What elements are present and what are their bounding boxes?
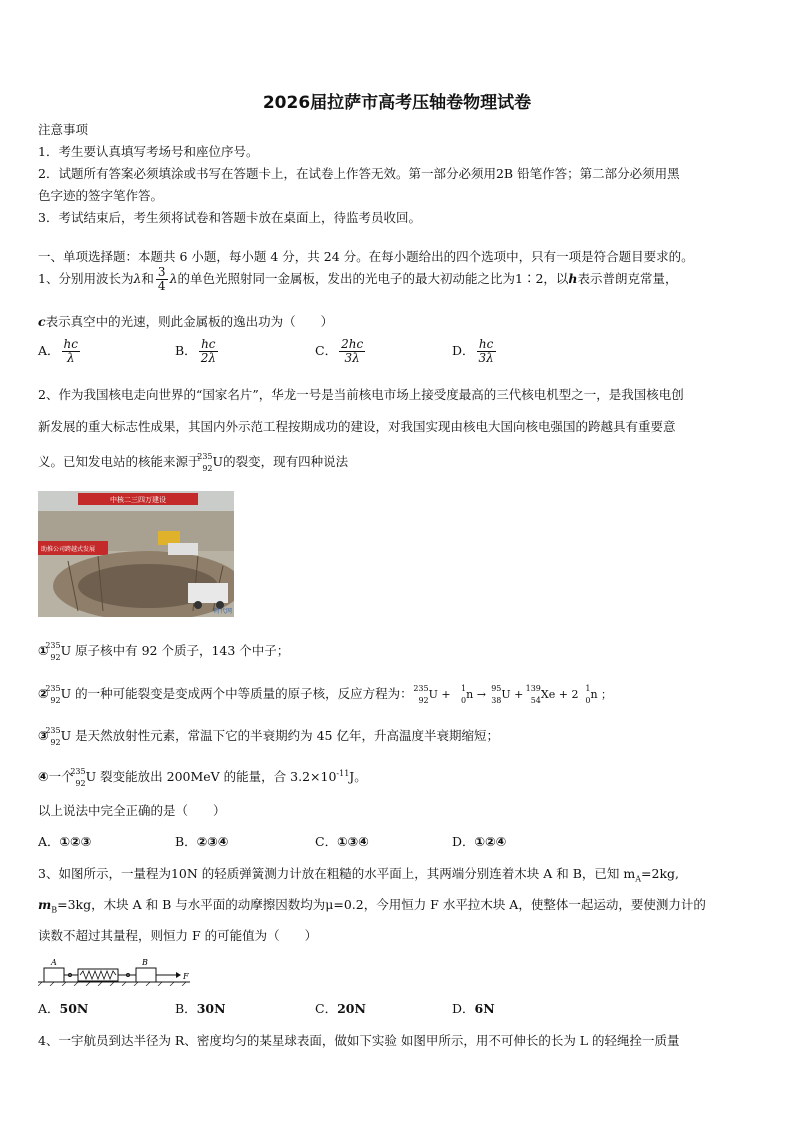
q2-ask: 以上说法中完全正确的是（ ） bbox=[38, 803, 226, 818]
q4-line1: 4、一宇航员到达半径为 R、密度均匀的某星球表面，做如下实验 如图甲所示，用不可伸长的长为 L 的轻绳拴一质量 bbox=[38, 1033, 680, 1048]
spring-scale-figure bbox=[38, 956, 198, 986]
option-label: D． bbox=[452, 343, 475, 358]
section-heading: 一、单项选择题：本题共 6 小题，每小题 4 分，共 24 分。在每小题给出的四个选项中，只有一项是符合题目要求的。 bbox=[38, 249, 694, 264]
q2-option-d[interactable]: D．①②④ bbox=[452, 834, 507, 849]
q3-line3: 读数不超过其量程，则恒力 F 的可能值为（ ） bbox=[38, 928, 318, 943]
q2-line3-a: 义。已知发电站的核能来源于 bbox=[38, 454, 201, 469]
q3-option-d[interactable]: D．6N bbox=[452, 1001, 495, 1016]
statement-mark: ① bbox=[38, 643, 49, 658]
q1-line2 bbox=[38, 312, 333, 330]
q2-line2: 新发展的重大标志性成果，其国内外示范工程按期成功的建设，对我国实现由核电大国向核电强国的跨越具有重要意 bbox=[38, 419, 676, 434]
option-fraction: $\frac{hc}{2\lambda}$ bbox=[200, 337, 216, 365]
spring-scale-diagram bbox=[38, 956, 198, 986]
photo-sign-text: 助推公司跨越式发展 bbox=[41, 546, 96, 553]
q1-text-a: 1、分别用波长为 bbox=[38, 271, 134, 286]
q2-line3 bbox=[38, 451, 349, 473]
uranium-nuclide: 235 92 bbox=[45, 640, 61, 662]
q1-c: c bbox=[38, 314, 46, 329]
q2-statement-4: ④一个 235 92 U 裂变能放出 200MeV 的能量，合 $3.2\times 10^{-11}J$。 bbox=[38, 766, 367, 788]
q1-lambda-2: λ bbox=[169, 271, 178, 286]
q3-option-b[interactable]: B．30N bbox=[175, 1001, 226, 1016]
q1-line1 bbox=[38, 266, 678, 293]
statement-mark: ④ bbox=[38, 769, 49, 784]
q1-h: h bbox=[568, 271, 578, 286]
photo-watermark: 时代网 bbox=[214, 608, 233, 615]
q3-option-a[interactable]: A．50N bbox=[38, 1001, 89, 1016]
q3-line2: $m_B=3kg$，木块 A 和 B 与水平面的动摩擦因数均为μ=0.2，今用恒力 F 水平拉木块 A，使整体一起运动，要使测力计的 bbox=[38, 897, 706, 915]
uranium-nuclide: 235 92 bbox=[45, 683, 61, 705]
notice-item-2: 2．试题所有答案必须填涂或书写在答题卡上，在试卷上作答无效。第一部分必须用2B 铅笔作答；第二部分必须用黑 bbox=[38, 166, 680, 181]
q1-option-d[interactable] bbox=[452, 338, 498, 365]
q2-option-a[interactable]: A．①②③ bbox=[38, 834, 92, 849]
q1-text-b: 的单色光照射同一金属板，发出的光电子的最大初动能之比为1∶2，以 bbox=[177, 271, 569, 286]
q1-option-b[interactable] bbox=[175, 338, 220, 365]
option-label: C． bbox=[315, 343, 338, 358]
statement-mark: ③ bbox=[38, 728, 49, 743]
photo-banner-text: 中核二三四万建设 bbox=[110, 496, 166, 504]
option-label: A． bbox=[38, 343, 60, 358]
block-a bbox=[44, 968, 64, 982]
notice-item-1: 1．考生要认真填写考场号和座位序号。 bbox=[38, 144, 259, 159]
option-fraction: $\frac{hc}{\lambda}$ bbox=[63, 337, 78, 365]
construction-photo bbox=[38, 491, 234, 617]
q2-line1: 2、作为我国核电走向世界的“国家名片”，华龙一号是当前核电市场上接受度最高的三代核电机型之一，是我国核电创 bbox=[38, 387, 684, 402]
uranium-nuclide: 235 92 bbox=[45, 725, 61, 747]
q1-he: 和 bbox=[141, 271, 154, 286]
nuclide-symbol: U bbox=[212, 454, 224, 469]
q1-text-c: 表示普朗克常量， bbox=[577, 271, 678, 286]
force-label: F bbox=[183, 972, 189, 981]
page-title: 2026届拉萨市高考压轴卷物理试卷 bbox=[262, 93, 532, 113]
option-fraction: $\frac{2hc}{3\lambda}$ bbox=[341, 337, 364, 365]
option-fraction: $\frac{hc}{3\lambda}$ bbox=[478, 337, 494, 365]
q1-line2-text: 表示真空中的光速，则此金属板的逸出功为（ ） bbox=[45, 314, 334, 329]
q3-option-c[interactable]: C．20N bbox=[315, 1001, 366, 1016]
q2-statement-2: ② 235 92 U 的一种可能裂变是变成两个中等质量的原子核，反应方程为： 235 92 U + 1 0 n → 95 38 U + 139 54 Xe + 2 1 0 n ； bbox=[38, 683, 613, 705]
statement-mark: ② bbox=[38, 686, 49, 701]
q1-option-a[interactable] bbox=[38, 338, 82, 365]
block-b bbox=[136, 968, 156, 982]
uranium-nuclide: 235 92 bbox=[70, 766, 86, 788]
eq-u235: 235 92 bbox=[413, 683, 429, 705]
option-label: B． bbox=[175, 343, 197, 358]
block-a-label: A bbox=[51, 958, 57, 967]
construction-photo-image bbox=[38, 491, 234, 617]
q3-line1: 3、如图所示，一量程为10N 的轻质弹簧测力计放在粗糙的水平面上，其两端分别连着木块 A 和 B，已知 $m_A=2kg$, bbox=[38, 866, 679, 884]
reaction-equation: U + 1 0 n → 95 38 U + 139 54 Xe + 2 1 0 n ； bbox=[428, 684, 613, 705]
q2-line3-b: 的裂变，现有四种说法 bbox=[223, 454, 349, 469]
notice-item-3: 3．考试结束后，考生须将试卷和答题卡放在桌面上，待监考员收回。 bbox=[38, 210, 421, 225]
block-b-label: B bbox=[142, 958, 148, 967]
q1-fraction: $\frac{3}{4}$ bbox=[157, 265, 166, 293]
q2-option-b[interactable]: B．②③④ bbox=[175, 834, 229, 849]
q2-option-c[interactable]: C．①③④ bbox=[315, 834, 369, 849]
q2-statement-3: ③ 235 92 U 是天然放射性元素，常温下它的半衰期约为 45 亿年，升高温度半衰期缩短； bbox=[38, 725, 499, 747]
q2-statement-1: ① 235 92 U 原子核中有 92 个质子，143 个中子； bbox=[38, 640, 290, 662]
q1-option-c[interactable] bbox=[315, 338, 367, 365]
uranium-nuclide: 235 92 bbox=[197, 451, 213, 473]
q1-lambda: λ bbox=[133, 271, 142, 286]
notice-item-2-cont: 色字迹的签字笔作答。 bbox=[38, 188, 164, 203]
notice-heading: 注意事项 bbox=[38, 122, 89, 137]
